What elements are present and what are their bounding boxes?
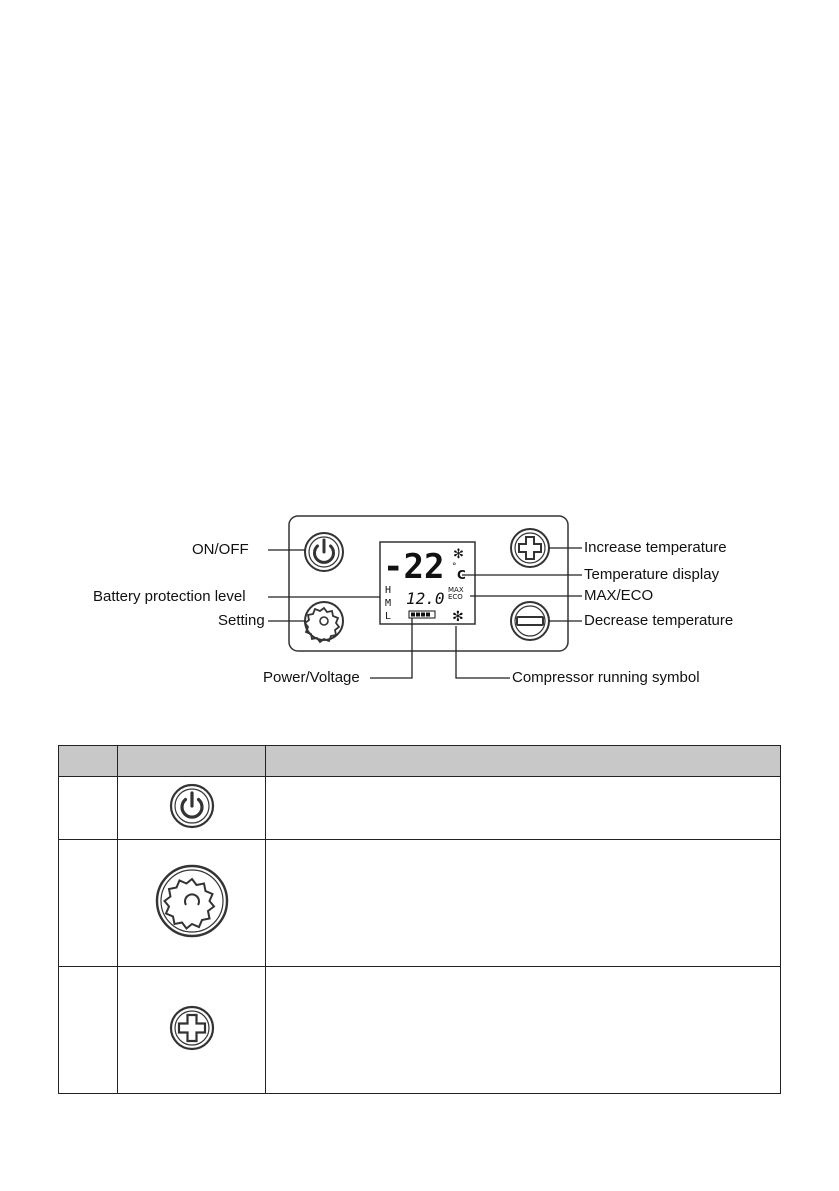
- plus-icon: [167, 1003, 217, 1053]
- row-description: [266, 967, 781, 1094]
- label-decrease-temperature: Decrease temperature: [584, 612, 734, 629]
- row-icon-cell: [118, 777, 266, 840]
- power-icon: [167, 781, 217, 831]
- row-number: [59, 777, 118, 840]
- table-row: [59, 967, 781, 1094]
- table-row: [59, 777, 781, 840]
- increase-button[interactable]: [511, 529, 549, 567]
- lcd-voltage: 12.0: [406, 589, 445, 608]
- label-temperature-display: Temperature display: [584, 566, 720, 583]
- label-setting: Setting: [218, 612, 265, 629]
- lcd-temperature: -22: [383, 547, 445, 587]
- row-description: [266, 777, 781, 840]
- table-row: [59, 840, 781, 967]
- lcd-level-l: L: [385, 611, 392, 622]
- header-description: [266, 746, 781, 777]
- label-compressor-symbol: Compressor running symbol: [512, 669, 700, 686]
- lcd-level-h: H: [385, 585, 392, 596]
- decrease-button[interactable]: [511, 602, 549, 640]
- header-number: [59, 746, 118, 777]
- label-on-off: ON/OFF: [192, 541, 249, 558]
- label-increase-temperature: Increase temperature: [584, 539, 727, 556]
- lcd-max: MAX: [448, 586, 464, 594]
- bluetooth-icon: ✻: [453, 547, 464, 562]
- power-button[interactable]: [305, 533, 343, 571]
- label-battery-protection: Battery protection level: [93, 588, 246, 605]
- row-number: [59, 967, 118, 1094]
- gear-icon: [152, 861, 232, 941]
- lcd-degree: °: [452, 562, 457, 572]
- lcd-level-m: M: [385, 598, 392, 609]
- controls-table: [58, 745, 781, 1094]
- table-header-row: [59, 746, 781, 777]
- lcd-celsius: C: [457, 568, 466, 582]
- row-icon-cell: [118, 967, 266, 1094]
- row-description: [266, 840, 781, 967]
- label-power-voltage: Power/Voltage: [263, 669, 360, 686]
- row-icon-cell: [118, 840, 266, 967]
- snowflake-icon: ✻: [452, 609, 464, 625]
- label-max-eco: MAX/ECO: [584, 587, 654, 604]
- header-icon: [118, 746, 266, 777]
- row-number: [59, 840, 118, 967]
- lcd-eco: ECO: [448, 593, 463, 601]
